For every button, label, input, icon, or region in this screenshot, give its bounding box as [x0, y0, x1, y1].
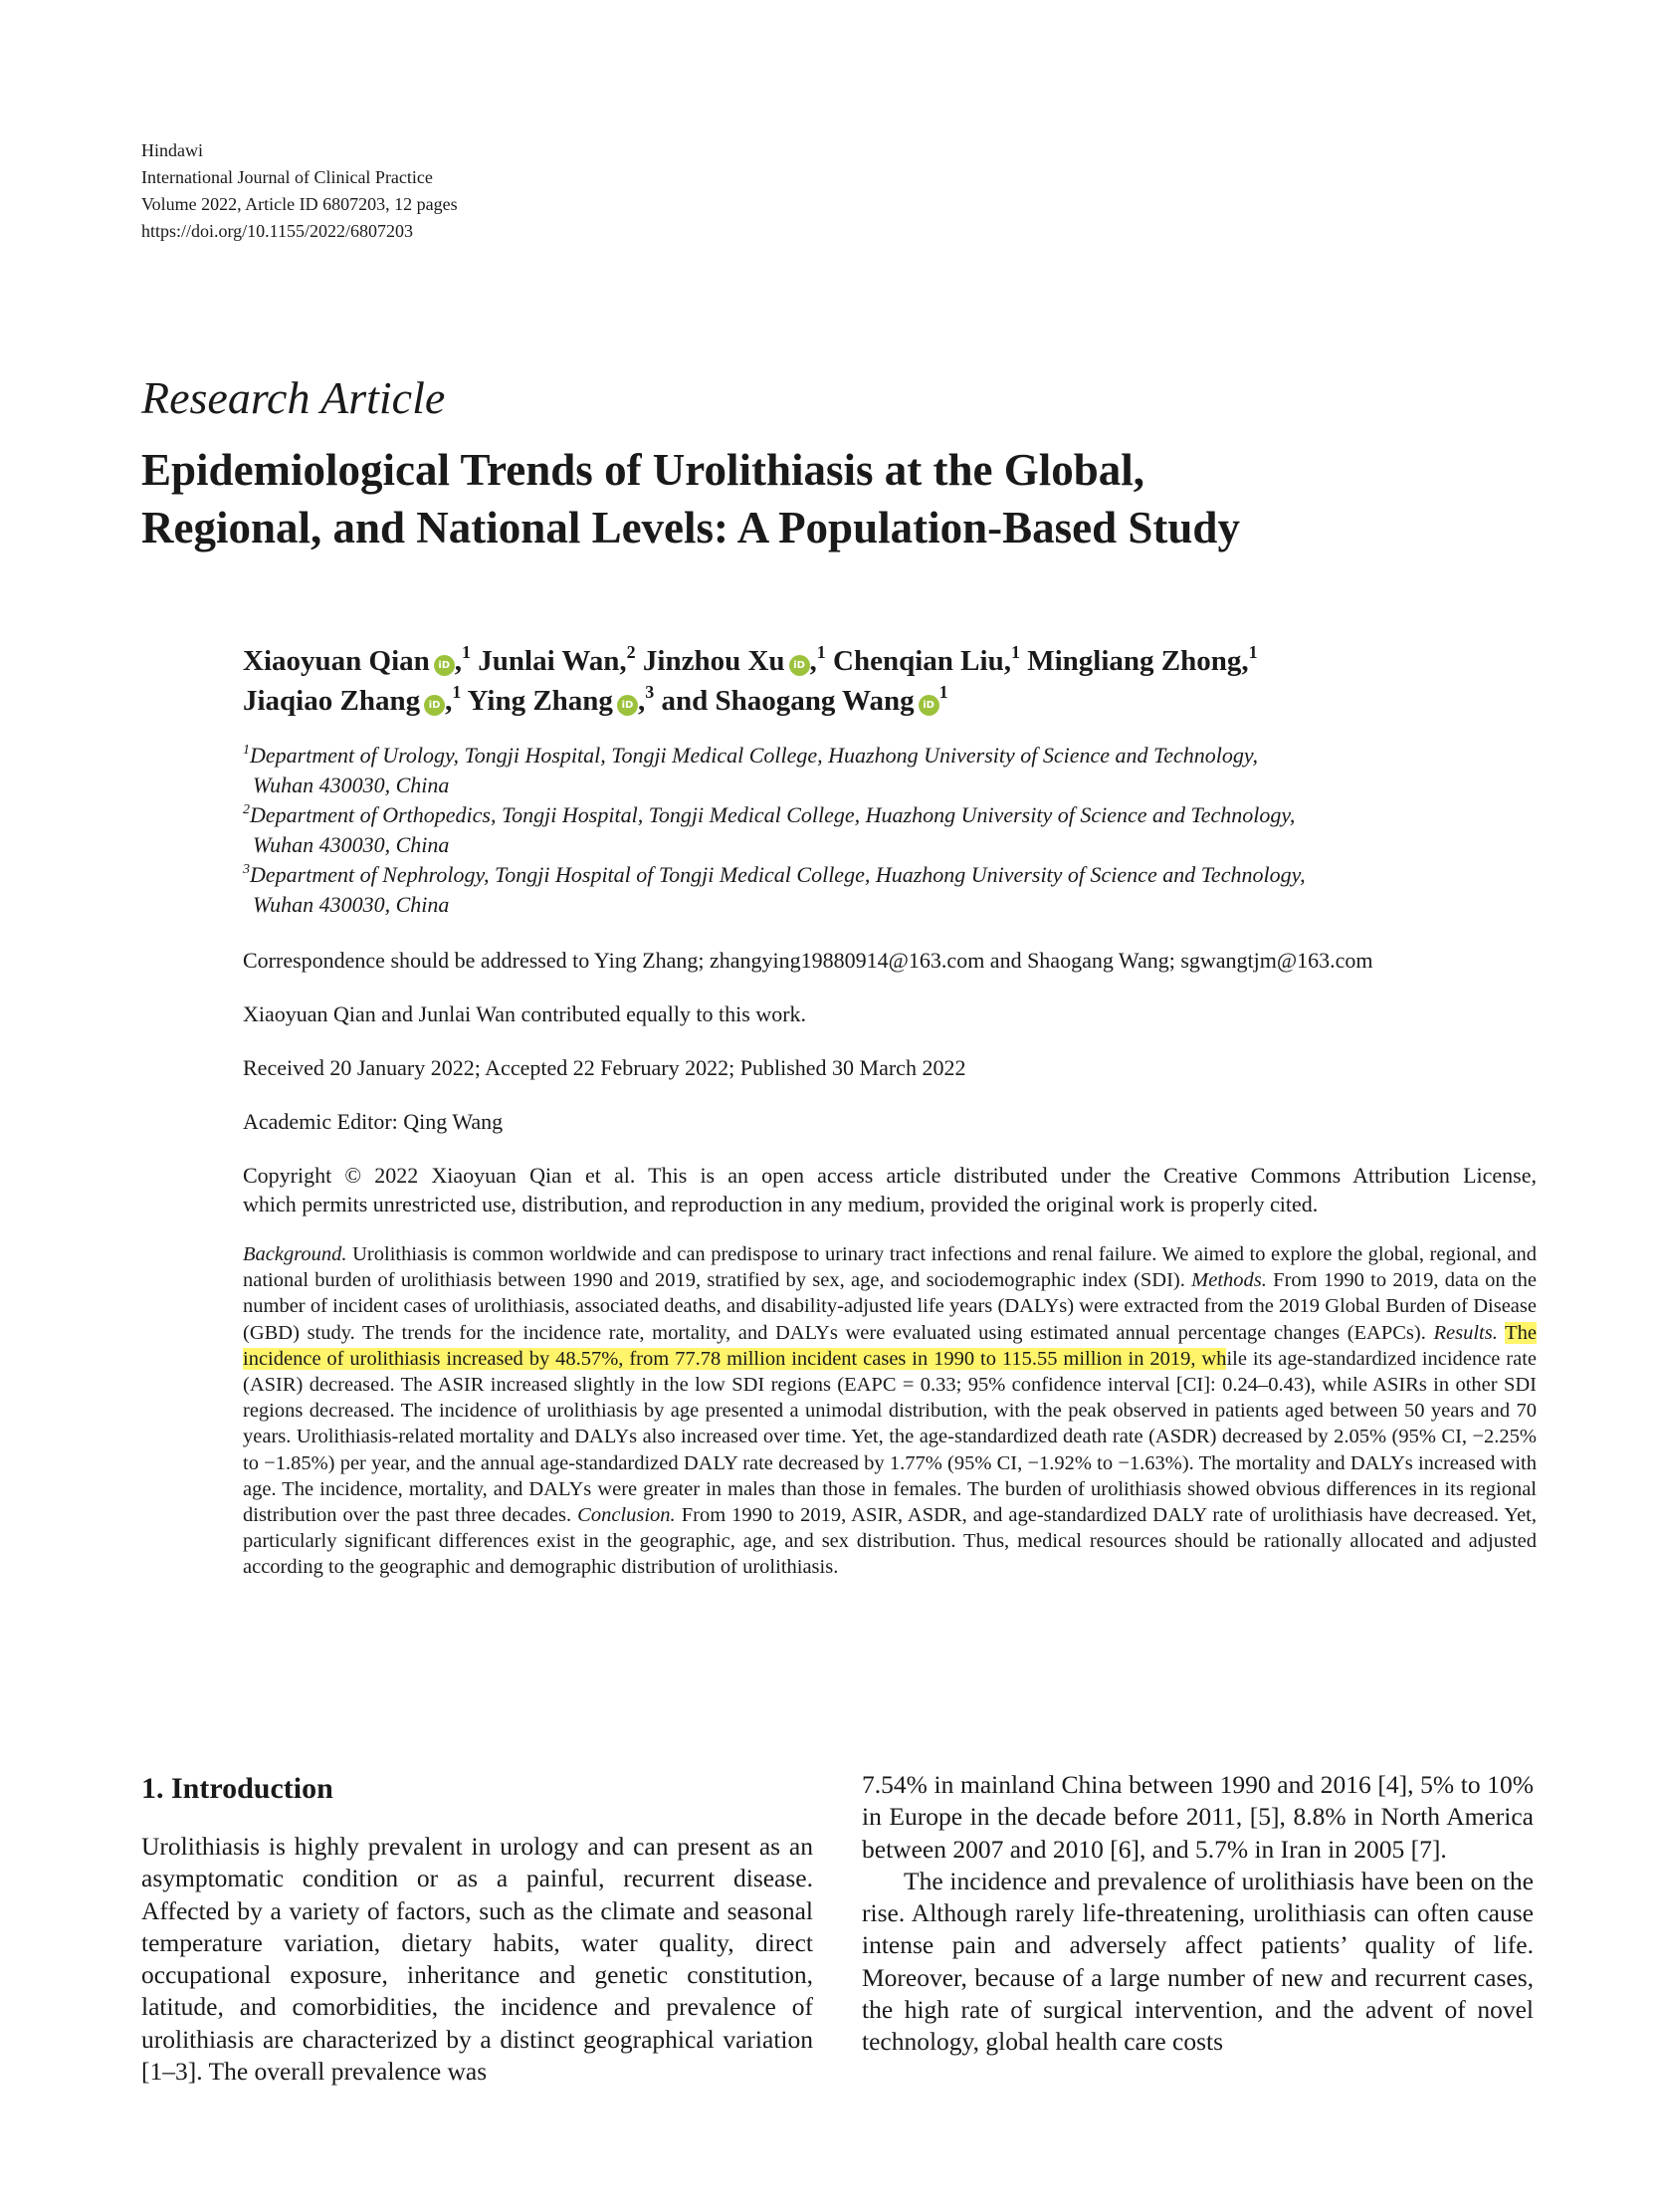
author: Junlai Wan,$^2$	[478, 642, 636, 677]
author-name[interactable]: Junlai Wan	[478, 645, 620, 677]
author-name[interactable]: Chenqian Liu	[833, 645, 1004, 677]
copyright-line: Copyright © 2022 Xiaoyuan Qian et al. This is an open access article distributed under the Creative Commons Attribution License,	[243, 1163, 1537, 1188]
affiliation-sup: 3	[645, 682, 655, 702]
orcid-icon[interactable]: iD	[424, 695, 445, 716]
abstract	[243, 1241, 1537, 1581]
abstract-results-text: ile its age-standardized incidence rate (ASIR) decreased. The ASIR increased slightly in the low SDI regions (EAPC = 0.33; 95% confidence interval [CI]: 0.24–0.43), while ASIRs in other SDI regions decreased. The incidence of urolithiasis by age presented a unimodal distribution, with the peak observed in patients aged between 50 years and 70 years. Urolithiasis-related mortality and DALYs also increased over time. Yet, the age-standardized death rate (ASDR) decreased by 2.05% (95% CI, −2.25% to −1.85%) per year, and the annual age-standardized DALY rate decreased by 1.77% (95% CI, −1.92% to −1.63%). The mortality and DALYs increased with age. The incidence, mortality, and DALYs were greater in males than those in females. The burden of urolithiasis showed obvious differences in its regional distribution over the past three decades.	[243, 1347, 1538, 1527]
author-name[interactable]: Xiaoyuan Qian	[243, 645, 430, 677]
journal-header	[141, 137, 458, 245]
author: Mingliang Zhong,$^1$	[1027, 642, 1258, 677]
affiliation-sup: 1	[462, 642, 471, 662]
correspondence-text: Correspondence should be addressed to Ying Zhang; zhangying19880914@163.com and Shaogang Wang; sgwangtjm@163.com	[243, 948, 1373, 973]
affiliation	[243, 860, 1537, 920]
contribution-note	[243, 999, 1537, 1029]
abstract-conclusion-text: From 1990 to 2019, ASIR, ASDR, and age-standardized DALY rate of urolithiasis have decreased. Yet, particularly significant differences exist in the geographic, age, and sex distribution. Thus, medical resources should be rationally allocated and adjusted according to the geographic and demographic distribution of urolithiasis.	[243, 1504, 1537, 1579]
affiliation-text: Department of Nephrology, Tongji Hospital of Tongji Medical College, Huazhong University of Science and Technology,	[250, 862, 1306, 887]
affiliation	[243, 741, 1537, 800]
orcid-icon[interactable]: iD	[434, 655, 455, 676]
section-heading: 1. Introduction	[141, 1772, 333, 1805]
abstract-methods-text: From 1990 to 2019, data on the number of incident cases of urolithiasis, associated deaths, and disability-adjusted life years (DALYs) were extracted from the 2019 Global Burden of Disease (GBD) study. The trends for the incidence rate, mortality, and DALYs were evaluated using estimated annual percentage changes (EAPCs).	[243, 1269, 1537, 1344]
publisher: Hindawi	[141, 140, 203, 160]
affiliation-sup: 1	[938, 682, 948, 702]
academic-editor	[243, 1107, 1537, 1137]
affiliation-sup: 2	[626, 642, 636, 662]
paragraph: 7.54% in mainland China between 1990 and 2016 [4], 5% to 10% in Europe in the decade before 2011, [5], 8.8% in North America between 2007 and 2010 [6], and 5.7% in Iran in 2005 [7].	[862, 1770, 1534, 1864]
copyright-line: which permits unrestricted use, distribution, and reproduction in any medium, provided the original work is properly cited.	[243, 1192, 1319, 1217]
doi-link[interactable]: https://doi.org/10.1155/2022/6807203	[141, 221, 414, 241]
author: Xiaoyuan Qian iD ,$^1$	[243, 642, 471, 677]
volume-info: Volume 2022, Article ID 6807203, 12 pages	[141, 194, 458, 214]
author-line	[243, 641, 1537, 681]
dates-text: Received 20 January 2022; Accepted 22 February 2022; Published 30 March 2022	[243, 1055, 966, 1080]
highlighted-text[interactable]: The incidence of urolithiasis increased by 48.57%, from 77.78 million incident cases in 1990 to 115.55 million in 2019, wh	[243, 1321, 1537, 1370]
abstract-methods-label: Methods.	[1191, 1269, 1267, 1292]
publication-dates	[243, 1053, 1537, 1083]
author: Ying Zhang iD ,$^3$	[467, 682, 655, 717]
author-name[interactable]: and Shaogang Wang	[661, 685, 915, 717]
abstract-background-text: Urolithiasis is common worldwide and can predispose to urinary tract infections and renal failure. We aimed to explore the global, regional, and national burden of urolithiasis between 1990 and 2019, stratified by sex, age, and sociodemographic index (SDI).	[243, 1243, 1537, 1292]
contribution-text: Xiaoyuan Qian and Junlai Wan contributed equally to this work.	[243, 1001, 807, 1026]
affiliation-sup: 1	[1248, 642, 1258, 662]
affiliation-city: Wuhan 430030, China	[253, 892, 450, 917]
abstract-results-label: Results.	[1433, 1321, 1498, 1344]
affiliation-number: 2	[243, 802, 250, 817]
author: Jiaqiao Zhang iD ,$^1$	[243, 682, 462, 717]
author-name[interactable]: Mingliang Zhong	[1027, 645, 1242, 677]
abstract-conclusion-label: Conclusion.	[577, 1504, 676, 1527]
affiliation-list	[243, 741, 1537, 920]
author-name[interactable]: Jiaqiao Zhang	[243, 685, 421, 717]
left-column	[141, 1769, 813, 2088]
affiliation-sup: 1	[816, 642, 826, 662]
orcid-icon[interactable]: iD	[919, 695, 939, 716]
abstract-background-label: Background.	[243, 1243, 347, 1265]
affiliation	[243, 800, 1537, 860]
affiliation-sup: 1	[452, 682, 462, 702]
author: Jinzhou Xu iD ,$^1$	[642, 642, 826, 677]
author-name[interactable]: Ying Zhang	[467, 685, 613, 717]
author-line	[243, 681, 1537, 721]
affiliation-sup: 1	[1010, 642, 1020, 662]
correspondence	[243, 946, 1537, 976]
affiliation-text: Department of Orthopedics, Tongji Hospital, Tongji Medical College, Huazhong University of Science and Technology,	[250, 802, 1296, 827]
paper-title	[141, 441, 1555, 556]
editor-text: Academic Editor: Qing Wang	[243, 1109, 504, 1134]
paragraph: The incidence and prevalence of urolithiasis have been on the rise. Although rarely life-threatening, urolithiasis can often cause intense pain and adversely affect patients’ quality of life. Moreover, because of a large number of new and recurrent cases, the high rate of surgical intervention, and the advent of novel technology, global health care costs	[862, 1866, 1534, 2057]
author	[661, 682, 948, 717]
affiliation-city: Wuhan 430030, China	[253, 773, 450, 797]
journal-name: International Journal of Clinical Practice	[141, 167, 433, 187]
affiliation-number: 1	[243, 743, 250, 758]
affiliation-text: Department of Urology, Tongji Hospital, Tongji Medical College, Huazhong University of Science and Technology,	[250, 743, 1258, 768]
right-column	[862, 1769, 1534, 2059]
affiliation-number: 3	[243, 862, 250, 877]
orcid-icon[interactable]: iD	[617, 695, 638, 716]
copyright-notice	[243, 1161, 1537, 1218]
article-type: Research Article	[141, 372, 446, 423]
orcid-icon[interactable]: iD	[789, 655, 810, 676]
title-line: Regional, and National Levels: A Population-Based Study	[141, 503, 1240, 553]
author-name[interactable]: Jinzhou Xu	[642, 645, 785, 677]
author: Chenqian Liu,$^1$	[833, 642, 1020, 677]
affiliation-city: Wuhan 430030, China	[253, 832, 450, 857]
author-list	[243, 641, 1537, 721]
title-line: Epidemiological Trends of Urolithiasis at the Global,	[141, 445, 1145, 495]
paragraph: Urolithiasis is highly prevalent in urology and can present as an asymptomatic condition or as a painful, recurrent disease. Affected by a variety of factors, such as the climate and seasonal temperature variation, dietary habits, water quality, direct occupational exposure, inheritance and genetic constitution, latitude, and comorbidities, the incidence and prevalence of urolithiasis are characterized by a distinct geographical variation [1–3]. The overall prevalence was	[141, 1832, 813, 2087]
